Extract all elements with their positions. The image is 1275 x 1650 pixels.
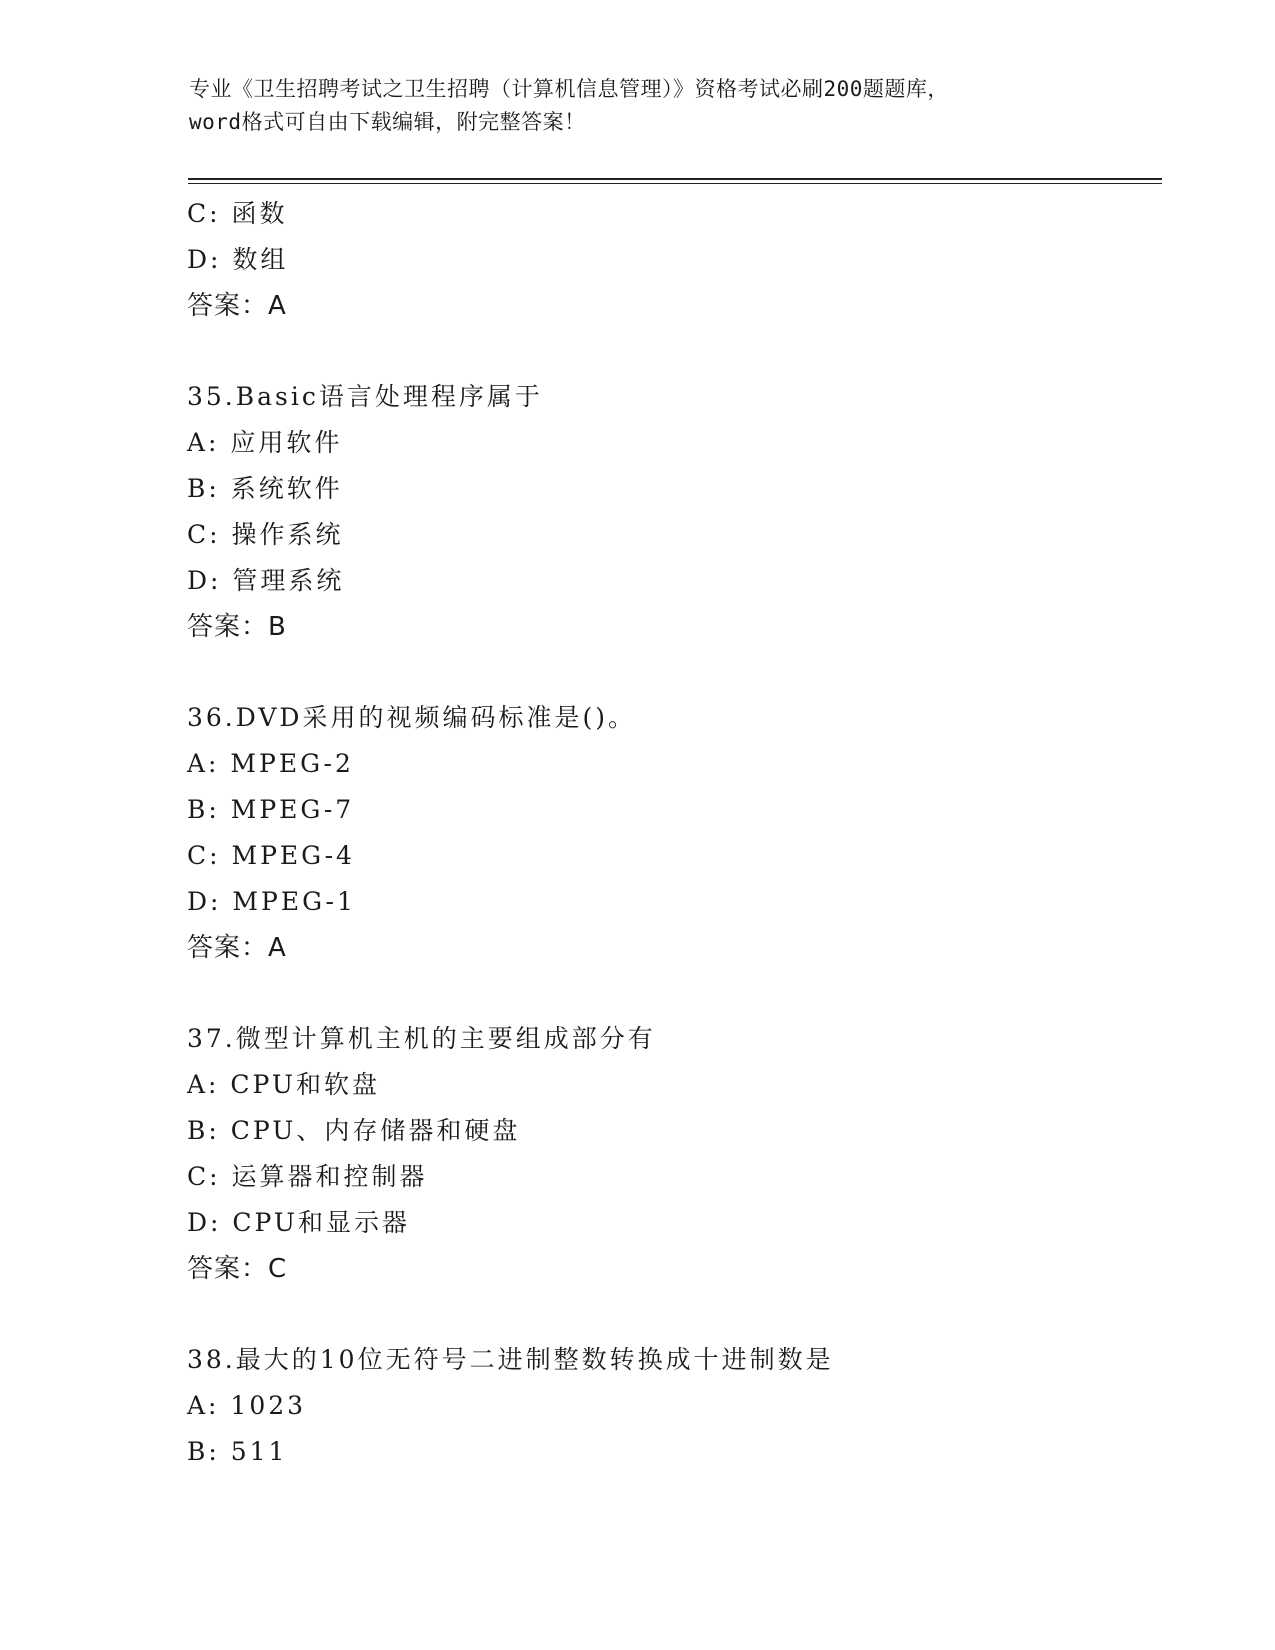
option-a: A: 1023 <box>187 1391 307 1420</box>
question-text: 36.DVD采用的视频编码标准是()。 <box>187 703 636 732</box>
option-c: C: 操作系统 <box>187 520 344 549</box>
header-line-1: 专业《卫生招聘考试之卫生招聘（计算机信息管理）》资格考试必刷200题题库， <box>189 77 949 101</box>
spacer <box>187 650 1147 695</box>
question-block-37 <box>187 1016 1147 1292</box>
header-line-2: word格式可自由下载编辑，附完整答案！ <box>189 110 586 134</box>
header-divider-thick <box>188 178 1162 180</box>
answer-text: 答案：B <box>187 612 287 642</box>
option-a: A: 应用软件 <box>187 428 343 457</box>
question-text: 38.最大的10位无符号二进制整数转换成十进制数是 <box>187 1345 834 1374</box>
option-a: A: MPEG-2 <box>187 749 354 778</box>
spacer <box>187 329 1147 374</box>
option-d: D: MPEG-1 <box>187 887 356 916</box>
answer-text: 答案：A <box>187 291 287 321</box>
document-header <box>189 73 1089 139</box>
question-text: 37.微型计算机主机的主要组成部分有 <box>187 1024 656 1053</box>
option-c: C: 函数 <box>187 199 288 228</box>
question-block-34 <box>187 191 1147 329</box>
spacer <box>187 1292 1147 1337</box>
option-b: B: 系统软件 <box>187 474 343 503</box>
question-block-36 <box>187 695 1147 971</box>
header-divider-thin <box>188 183 1162 184</box>
spacer <box>187 971 1147 1016</box>
option-d: D: 管理系统 <box>187 566 345 595</box>
question-block-38 <box>187 1337 1147 1475</box>
answer-text: 答案：C <box>187 1254 288 1284</box>
option-b: B: CPU、内存储器和硬盘 <box>187 1116 521 1145</box>
question-text: 35.Basic语言处理程序属于 <box>187 382 543 411</box>
option-b: B: 511 <box>187 1437 288 1466</box>
question-list <box>187 191 1147 1475</box>
option-c: C: 运算器和控制器 <box>187 1162 428 1191</box>
option-d: D: 数组 <box>187 245 289 274</box>
option-a: A: CPU和软盘 <box>187 1070 381 1099</box>
option-d: D: CPU和显示器 <box>187 1208 410 1237</box>
option-c: C: MPEG-4 <box>187 841 355 870</box>
question-block-35 <box>187 374 1147 650</box>
option-b: B: MPEG-7 <box>187 795 355 824</box>
answer-text: 答案：A <box>187 933 287 963</box>
